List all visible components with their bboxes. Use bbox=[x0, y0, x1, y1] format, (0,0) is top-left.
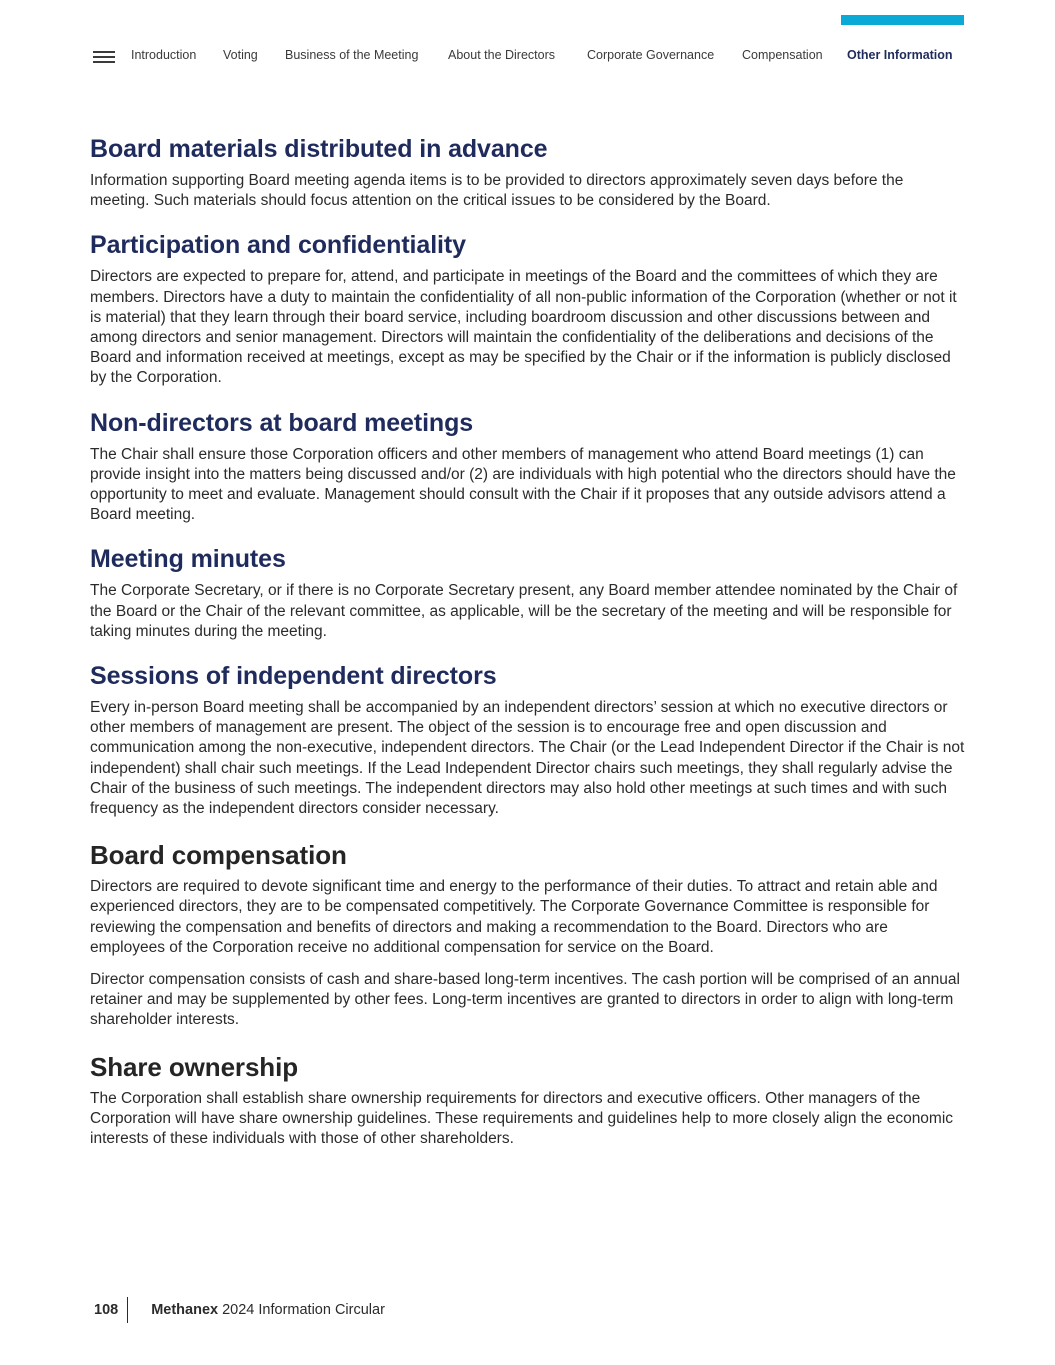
paragraph: The Corporate Secretary, or if there is no Corporate Secretary present, any Board member attendee nominated by the Chair of the Board or the Chair of the relevant committee, as applicable, will be the secretary of the meeting and will be responsible for taking minutes during the meeting. bbox=[90, 582, 958, 640]
nav-compensation[interactable]: Compensation bbox=[742, 48, 823, 62]
section-heading: Share ownership bbox=[90, 1051, 298, 1082]
brand-name: Methanex bbox=[151, 1302, 219, 1318]
section-heading: Board materials distributed in advance bbox=[90, 135, 548, 163]
nav-about-the-directors[interactable]: About the Directors bbox=[448, 48, 555, 62]
section-heading: Participation and confidentiality bbox=[90, 231, 466, 260]
nav-other-information[interactable]: Other Information bbox=[847, 48, 953, 62]
paragraph: Directors are expected to prepare for, attend, and participate in meetings of the Board and the committees of which they are members. Directors have a duty to maintain the confidentiality of all non-public information of the Corporation (whether or not it is material) that they learn through their board service, including boardroom discussion and other discussions between and among directors and senior management. Directors will maintain the confidentiality of the deliberations and decisions of the Board and information received at meetings, except as may be specified by the Chair or if the information is publicly disclosed by the Corporation. bbox=[90, 268, 957, 387]
document-title: 2024 Information Circular bbox=[222, 1302, 385, 1318]
section-board-compensation bbox=[90, 839, 966, 1030]
nav-corporate-governance[interactable]: Corporate Governance bbox=[587, 48, 715, 62]
paragraph: The Chair shall ensure those Corporation officers and other members of management who attend Board meetings (1) can provide insight into the matters being discussed and/or (2) are individuals with high potential who the directors should have the opportunity to meet and evaluate. Management should consult with the Chair if it proposes that any outside advisors attend a Board meeting. bbox=[90, 445, 956, 524]
accent-bar bbox=[841, 15, 964, 25]
paragraph: Information supporting Board meeting agenda items is to be provided to directors approximately seven days before the meeting. Such materials should focus attention on the critical issues to be considered by the Board. bbox=[90, 172, 904, 210]
footer-divider bbox=[127, 1297, 128, 1323]
section-heading: Meeting minutes bbox=[90, 545, 286, 574]
section-share-ownership bbox=[90, 1051, 966, 1150]
nav-introduction[interactable]: Introduction bbox=[131, 48, 197, 62]
menu-icon[interactable] bbox=[93, 50, 115, 64]
section-independent-directors bbox=[90, 660, 966, 819]
paragraph: Director compensation consists of cash and share-based long-term incentives. The cash portion will be comprised of an annual retainer and may be supplemented by other fees. Long-term incentives are granted to directors in order to align with long-term shareholder interests. bbox=[90, 971, 960, 1029]
section-non-directors bbox=[90, 407, 966, 526]
page-number: 108 bbox=[94, 1302, 119, 1318]
section-heading: Board compensation bbox=[90, 840, 347, 871]
section-board-materials bbox=[90, 133, 966, 211]
section-heading: Sessions of independent directors bbox=[90, 662, 497, 691]
page-footer bbox=[94, 1297, 385, 1323]
paragraph: Every in-person Board meeting shall be accompanied by an independent directors’ session at which no executive directors or other members of management are present. The object of the session is to encourage free and open discussion and communication among the non-executive, independent directors. The Chair (or the Lead Independent Director if the Chair is not independent) shall chair such meetings. If the Lead Independent Director chairs such meetings, they shall regularly advise the Chair of the business of such meetings. The independent directors may also hold other meetings at such times and with such frequency as the independent directors consider necessary. bbox=[90, 699, 965, 818]
section-meeting-minutes bbox=[90, 543, 966, 642]
main-content bbox=[90, 133, 966, 1167]
paragraph: Directors are required to devote significant time and energy to the performance of their duties. To attract and retain able and experienced directors, they are to be compensated competitively. The Corporate Governance Committee is responsible for reviewing the compensation and benefits of directors and making a recommendation to the Board. Directors who are employees of the Corporation receive no additional compensation for service on the Board. bbox=[90, 878, 938, 956]
section-heading: Non-directors at board meetings bbox=[90, 408, 474, 437]
nav-voting[interactable]: Voting bbox=[223, 48, 258, 62]
nav-business-of-the-meeting[interactable]: Business of the Meeting bbox=[285, 48, 419, 62]
section-participation-confidentiality bbox=[90, 229, 966, 388]
top-nav bbox=[93, 46, 965, 68]
paragraph: The Corporation shall establish share ownership requirements for directors and executive officers. Other managers of the Corporation will have share ownership guidelines. These requirements and guidelines help to more closely align the economic interests of these individuals with those of other shareholders. bbox=[90, 1089, 954, 1148]
